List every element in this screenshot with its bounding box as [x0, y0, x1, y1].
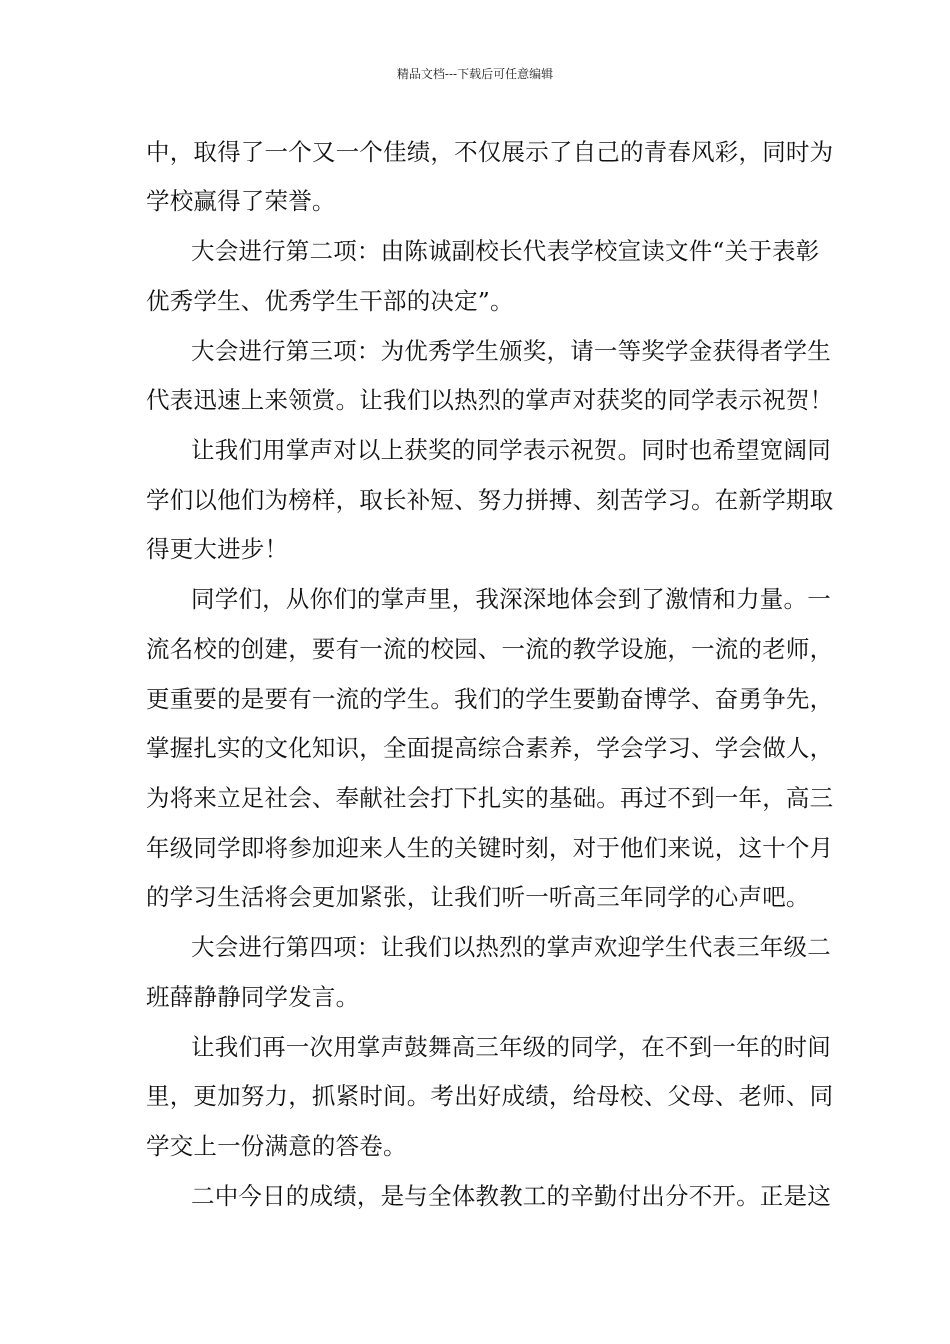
- paragraph-first-line: 大会进行第四项：让我们以热烈的掌声欢迎学生代表三年级二: [191, 933, 831, 961]
- text-line: 优秀学生、优秀学生干部的决定”。: [146, 287, 514, 315]
- text-line: 班薛静静同学发言。: [146, 983, 360, 1011]
- paragraph-first-line: 大会进行第二项：由陈诚副校长代表学校宣读文件“关于表彰: [191, 237, 820, 265]
- text-line: 年级同学即将参加迎来人生的关键时刻，对于他们来说，这十个月: [146, 834, 834, 862]
- text-line: 更重要的是要有一流的学生。我们的学生要勤奋博学、奋勇争先，: [146, 685, 834, 713]
- text-line: 代表迅速上来领赏。让我们以热烈的掌声对获奖的同学表示祝贺！: [146, 386, 834, 414]
- text-line: 的学习生活将会更加紧张，让我们听一听高三年同学的心声吧。: [146, 883, 810, 911]
- text-line: 掌握扎实的文化知识，全面提高综合素养，学会学习、学会做人，: [146, 734, 834, 762]
- paragraph-first-line: 二中今日的成绩，是与全体教教工的辛勤付出分不开。正是这: [191, 1182, 831, 1210]
- text-line: 中，取得了一个又一个佳绩，不仅展示了自己的青春风彩，同时为: [146, 138, 834, 166]
- text-line: 得更大进步！: [146, 535, 289, 563]
- page-header: 精品文档---下载后可任意编辑: [396, 67, 554, 81]
- paragraph-first-line: 同学们，从你们的掌声里，我深深地体会到了激情和力量。一: [191, 585, 831, 613]
- paragraph-first-line: 让我们用掌声对以上获奖的同学表示祝贺。同时也希望宽阔同: [191, 436, 831, 464]
- paragraph-first-line: 让我们再一次用掌声鼓舞高三年级的同学，在不到一年的时间: [191, 1033, 831, 1061]
- text-line: 学们以他们为榜样，取长补短、努力拼搏、刻苦学习。在新学期取: [146, 486, 834, 514]
- text-line: 里，更加努力，抓紧时间。考出好成绩，给母校、父母、老师、同: [146, 1082, 834, 1110]
- paragraph-first-line: 大会进行第三项：为优秀学生颁奖，请一等奖学金获得者学生: [191, 337, 831, 365]
- text-line: 为将来立足社会、奉献社会打下扎实的基础。再过不到一年，高三: [146, 784, 834, 812]
- text-line: 流名校的创建，要有一流的校园、一流的教学设施，一流的老师，: [146, 635, 834, 663]
- text-line: 学交上一份满意的答卷。: [146, 1132, 407, 1160]
- text-line: 学校赢得了荣誉。: [146, 187, 336, 215]
